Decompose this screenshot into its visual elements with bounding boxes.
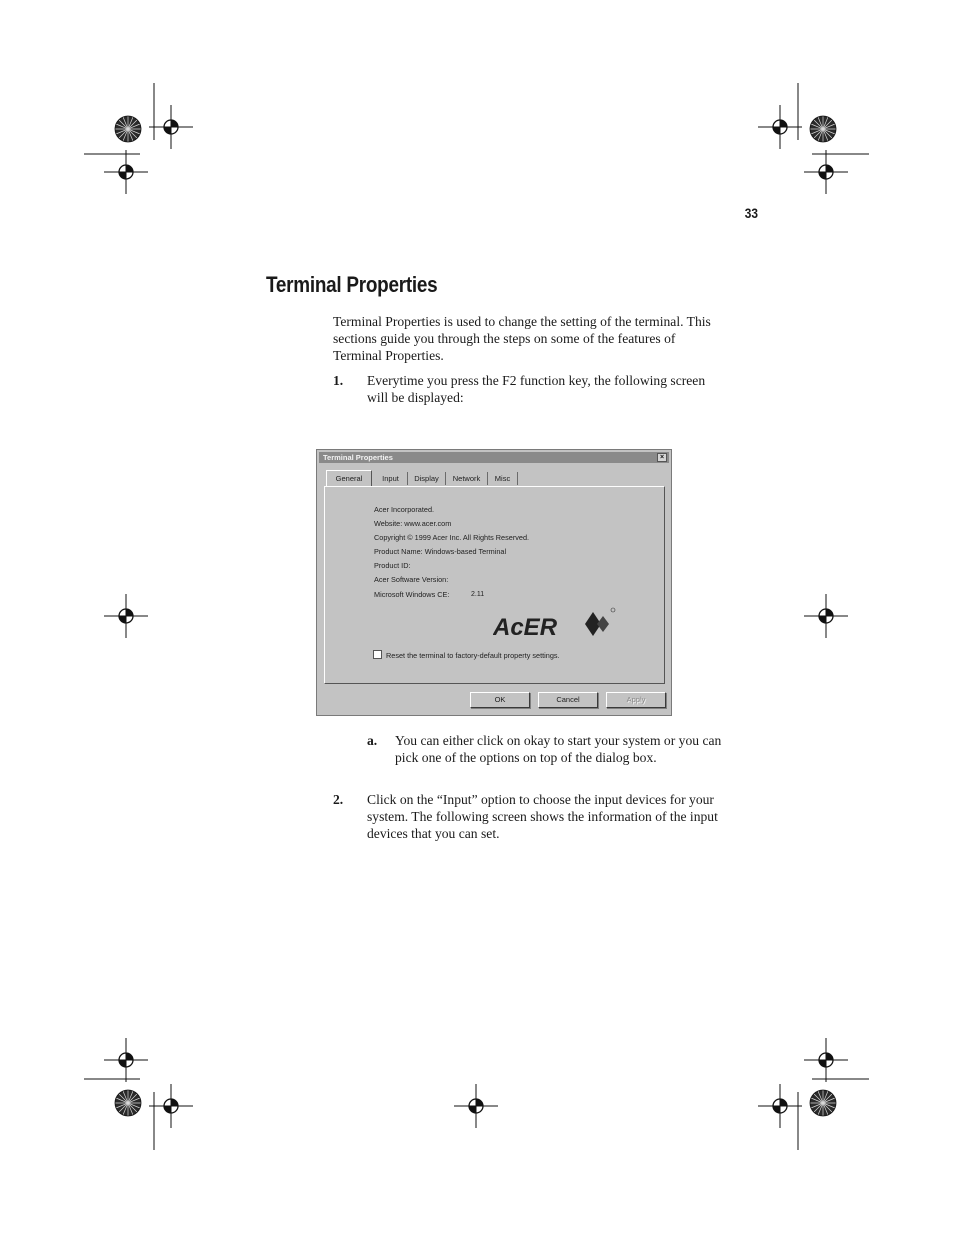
windows-ce-line: Microsoft Windows CE: (374, 590, 450, 599)
tab-network[interactable]: Network (446, 472, 488, 485)
terminal-properties-dialog (316, 449, 672, 716)
acer-diamond-icon (585, 608, 615, 636)
software-version-line: Acer Software Version: (374, 575, 449, 584)
general-tab-panel (324, 486, 665, 684)
acer-logo-text: AcER (493, 614, 558, 641)
reset-label: Reset the terminal to factory-default property settings. (386, 651, 560, 660)
cancel-button[interactable]: Cancel (538, 692, 598, 708)
tab-input[interactable]: Input (374, 472, 408, 485)
step-2 (333, 791, 728, 842)
section-title: Terminal Properties (266, 272, 438, 297)
company-line: Acer Incorporated. (374, 505, 435, 514)
reset-option[interactable] (373, 650, 560, 660)
website-line: Website: www.acer.com (374, 519, 452, 528)
apply-button[interactable]: Apply (606, 692, 666, 708)
dialog-title: Terminal Properties (323, 453, 393, 462)
dialog-title-bar (319, 452, 669, 463)
copyright-line: Copyright © 1999 Acer Inc. All Rights Reserved. (374, 533, 530, 542)
tab-misc[interactable]: Misc (488, 472, 518, 485)
step-text: Everytime you press the F2 function key, the following screen will be displayed: (367, 373, 706, 405)
product-id-line: Product ID: (374, 561, 411, 570)
step-text: Click on the “Input” option to choose the input devices for your system. The following screen shows the information of the input devices that you can set. (367, 792, 718, 841)
intro-paragraph: Terminal Properties is used to change the setting of the terminal. This sections guide you through the steps on some of the features of Terminal Properties. (333, 314, 711, 363)
substep-a (367, 732, 729, 766)
ok-button[interactable]: OK (470, 692, 530, 708)
step-number: 1. (333, 373, 344, 388)
windows-ce-version: 2.11 (471, 591, 485, 598)
product-name-line: Product Name: Windows-based Terminal (374, 547, 507, 556)
close-icon[interactable]: × (657, 453, 667, 462)
acer-logo (493, 604, 623, 644)
tab-general[interactable]: General (326, 470, 372, 486)
tab-display[interactable]: Display (408, 472, 446, 485)
page-number: 33 (744, 205, 758, 221)
reset-checkbox[interactable] (373, 650, 382, 659)
step-number: 2. (333, 792, 344, 807)
substep-letter: a. (367, 733, 378, 748)
step-1 (333, 372, 728, 406)
substep-text: You can either click on okay to start your system or you can pick one of the options on top of the dialog box. (395, 733, 722, 765)
